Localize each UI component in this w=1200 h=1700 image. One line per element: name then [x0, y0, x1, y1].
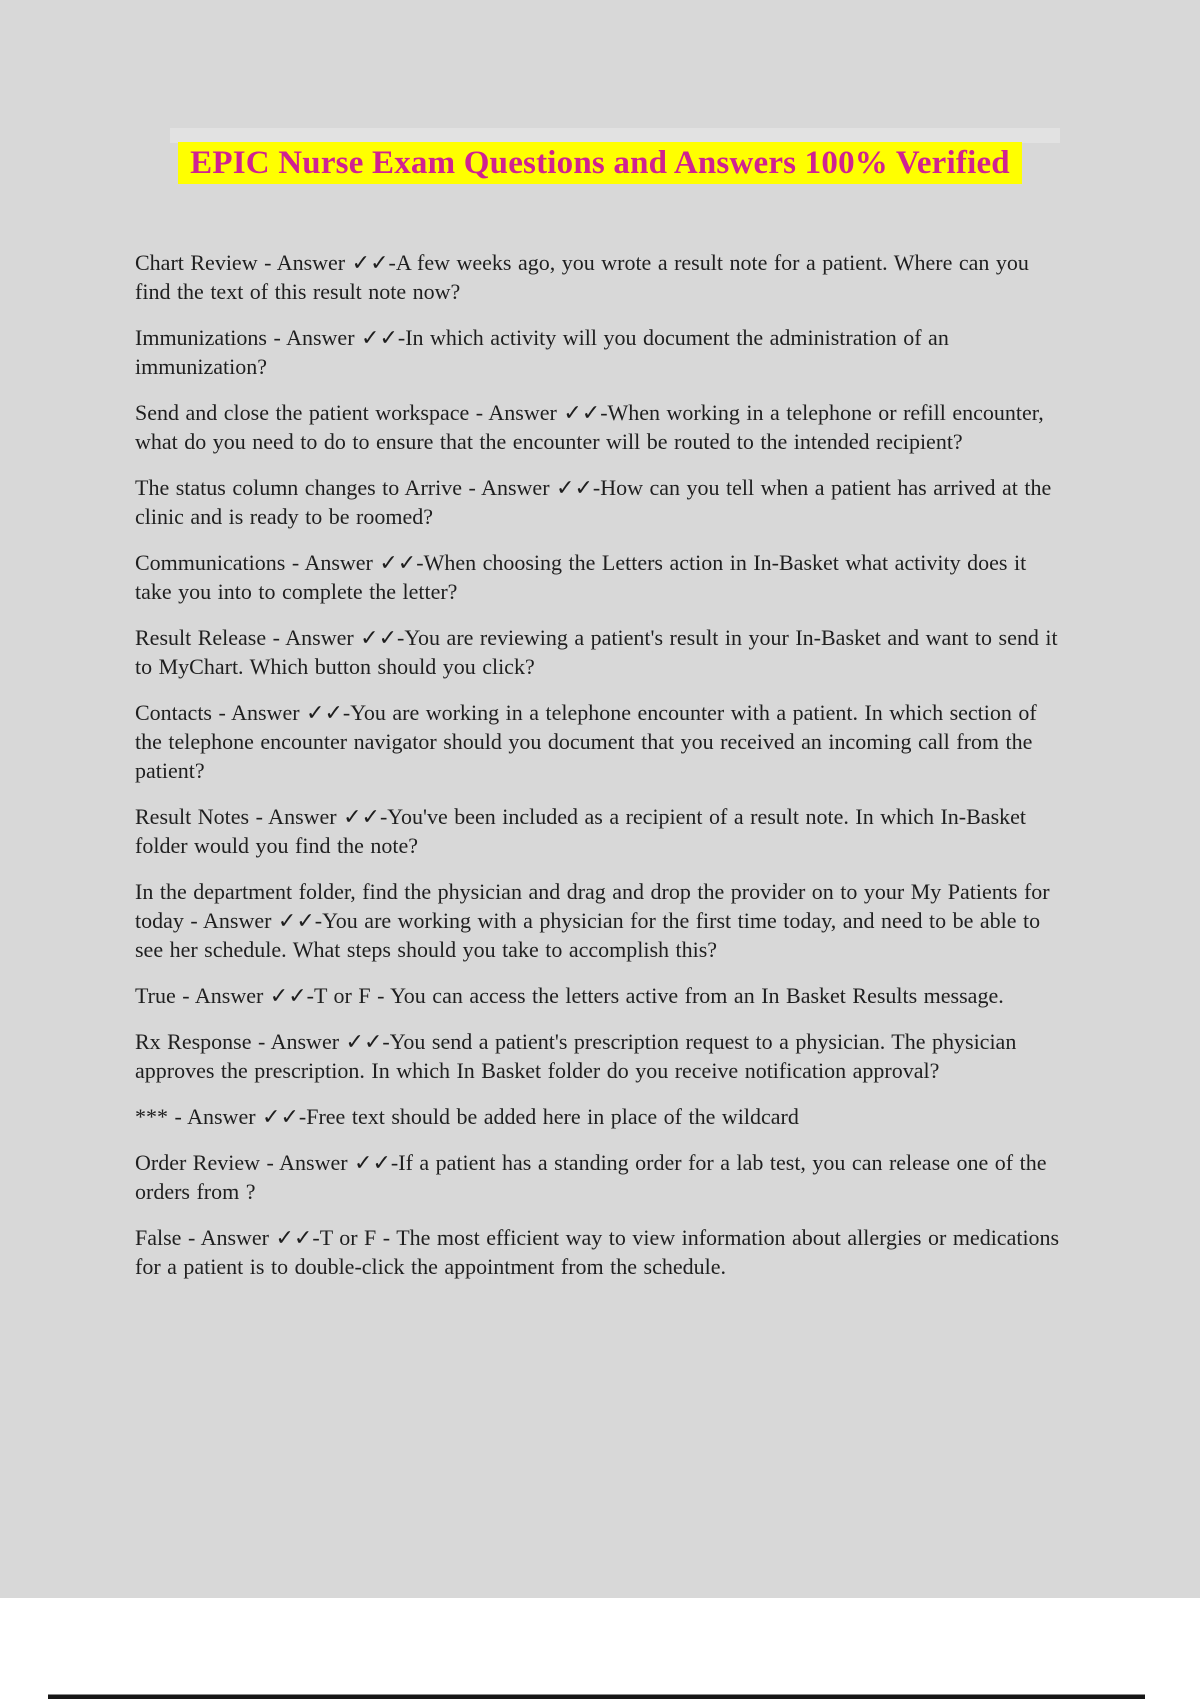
qa-answer-separator: - Answer ✓✓- — [181, 1225, 320, 1250]
qa-question: In which activity will you document the administration of an immunization? — [135, 325, 949, 379]
qa-question: You are working with a physician for the first time today, and need to be able to see her schedule. What steps should you take to accomplish this? — [135, 908, 1041, 962]
qa-item — [135, 1102, 1067, 1131]
qa-question: You are reviewing a patient's result in your In-Basket and want to send it to MyChart. Which button should you click? — [135, 625, 1058, 679]
qa-item — [135, 1223, 1067, 1281]
page-title: EPIC Nurse Exam Questions and Answers 100% Verified — [178, 142, 1022, 184]
qa-question: If a patient has a standing order for a lab test, you can release one of the orders from ? — [135, 1150, 1047, 1204]
qa-question: How can you tell when a patient has arrived at the clinic and is ready to be roomed? — [135, 475, 1052, 529]
qa-item — [135, 877, 1067, 964]
qa-term: True — [135, 983, 176, 1008]
qa-term: *** — [135, 1104, 168, 1129]
qa-answer-separator: - Answer ✓✓- — [251, 1029, 390, 1054]
title-row — [0, 142, 1200, 184]
qa-term: The status column changes to Arrive — [135, 475, 462, 500]
qa-answer-separator: - Answer ✓✓- — [183, 908, 323, 933]
qa-question: A few weeks ago, you wrote a result note for a patient. Where can you find the text of this result note now? — [135, 250, 1029, 304]
qa-question: T or F - The most efficient way to view information about allergies or medications for a patient is to double-click the appointment from the schedule. — [135, 1225, 1060, 1279]
qa-answer-separator: - Answer ✓✓- — [469, 400, 608, 425]
qa-question: Free text should be added here in place of the wildcard — [306, 1104, 799, 1129]
qa-term: Contacts — [135, 700, 212, 725]
qa-term: Immunizations — [135, 325, 267, 350]
qa-item — [135, 802, 1067, 860]
qa-item — [135, 698, 1067, 785]
qa-answer-separator: - Answer ✓✓- — [175, 983, 314, 1008]
qa-answer-separator: - Answer ✓✓- — [249, 804, 388, 829]
qa-item — [135, 1027, 1067, 1085]
qa-answer-separator: - Answer ✓✓- — [285, 550, 424, 575]
qa-list — [135, 248, 1067, 1298]
qa-term: In the department folder, find the physician and drag and drop the provider on to your My Patients for today — [135, 879, 1050, 933]
qa-answer-separator: - Answer ✓✓- — [266, 625, 405, 650]
qa-item — [135, 623, 1067, 681]
qa-question: T or F - You can access the letters active from an In Basket Results message. — [314, 983, 1004, 1008]
qa-answer-separator: - Answer ✓✓- — [257, 250, 396, 275]
qa-answer-separator: - Answer ✓✓- — [266, 325, 406, 350]
qa-term: Rx Response — [135, 1029, 252, 1054]
qa-term: Result Notes — [135, 804, 250, 829]
qa-term: Send and close the patient workspace — [135, 400, 470, 425]
qa-term: Chart Review — [135, 250, 258, 275]
qa-term: False — [135, 1225, 182, 1250]
qa-question: You are working in a telephone encounter with a patient. In which section of the telephone encounter navigator should you document that you received an incoming call from the patient? — [135, 700, 1037, 783]
qa-question: When working in a telephone or refill encounter, what do you need to do to ensure that the encounter will be routed to the intended recipient? — [135, 400, 1044, 454]
title-ghost-strip — [170, 128, 1060, 143]
qa-item — [135, 398, 1067, 456]
qa-item — [135, 473, 1067, 531]
qa-item — [135, 1148, 1067, 1206]
qa-answer-separator: - Answer ✓✓- — [461, 475, 601, 500]
qa-answer-separator: - Answer ✓✓- — [168, 1104, 307, 1129]
qa-item — [135, 981, 1067, 1010]
qa-term: Order Review — [135, 1150, 261, 1175]
qa-term: Result Release — [135, 625, 267, 650]
qa-term: Communications — [135, 550, 286, 575]
qa-answer-separator: - Answer ✓✓- — [212, 700, 351, 725]
qa-answer-separator: - Answer ✓✓- — [260, 1150, 399, 1175]
qa-item — [135, 548, 1067, 606]
qa-item — [135, 323, 1067, 381]
qa-question: When choosing the Letters action in In-Basket what activity does it take you into to complete the letter? — [135, 550, 1027, 604]
qa-item — [135, 248, 1067, 306]
qa-question: You send a patient's prescription request to a physician. The physician approves the prescription. In which In Basket folder do you receive notification approval? — [135, 1029, 1017, 1083]
page-bottom-rule — [48, 1694, 1145, 1699]
qa-question: You've been included as a recipient of a result note. In which In-Basket folder would you find the note? — [135, 804, 1027, 858]
